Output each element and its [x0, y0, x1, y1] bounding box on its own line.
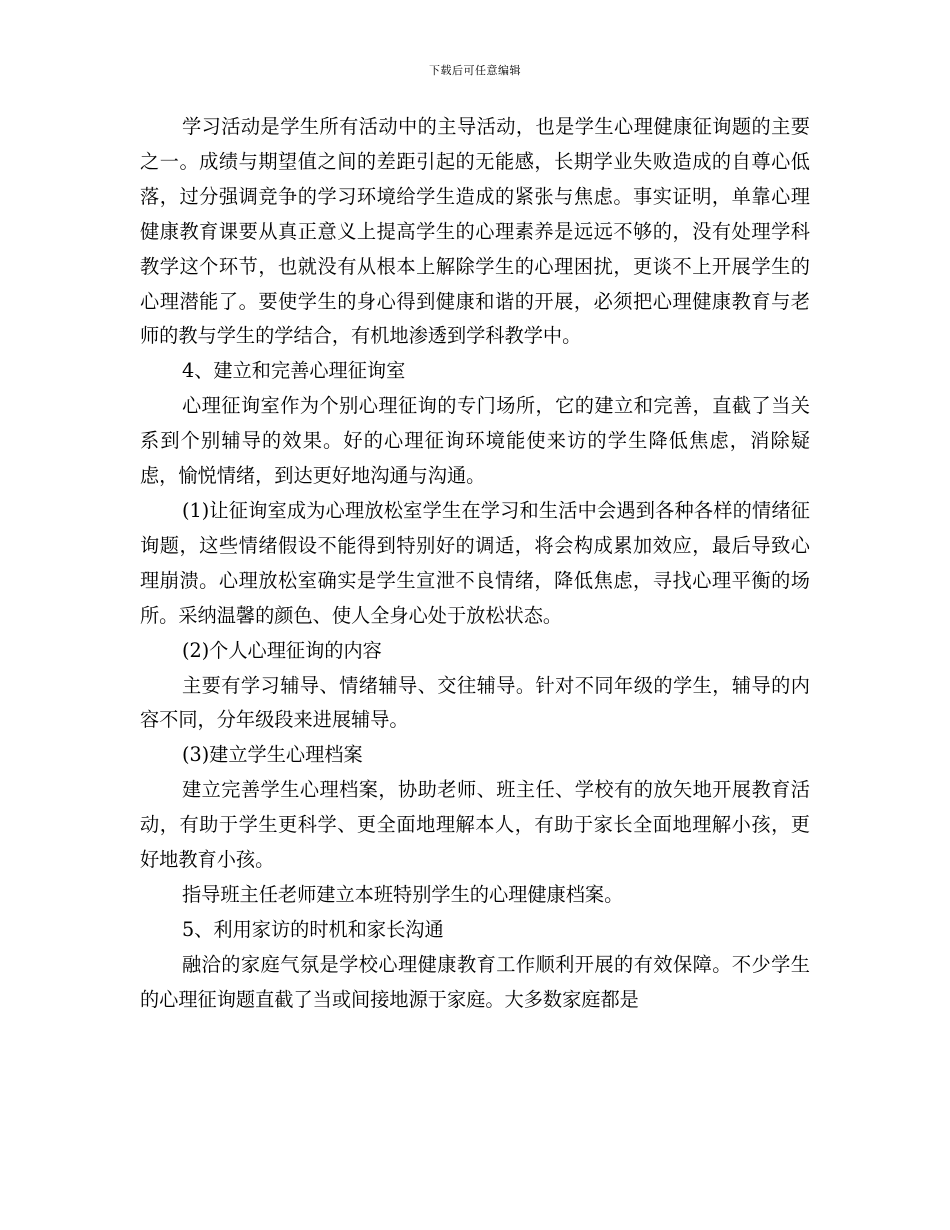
- paragraph-2: 心理征询室作为个别心理征询的专门场所，它的建立和完善，直截了当关系到个别辅导的效果。好的心理征询环境能使来访的学生降低焦虑，消除疑虑，愉悦情绪，到达更好地沟通与沟通。: [140, 394, 810, 488]
- paragraph-3: (1)让征询室成为心理放松室学生在学习和生活中会遇到各种各样的情绪征询题，这些情绪假设不能得到特别好的调适，将会构成累加效应，最后导致心理崩溃。心理放松室确实是学生宣泄不良情绪，降低焦虑，寻找心理平衡的场所。采纳温馨的颜色、使人全身心处于放松状态。: [140, 498, 810, 627]
- paragraph-7: 融洽的家庭气氛是学校心理健康教育工作顺利开展的有效保障。不少学生的心理征询题直截了当或间接地源于家庭。大多数家庭都是: [140, 952, 810, 1011]
- subheading-2: (2)个人心理征询的内容: [182, 638, 382, 662]
- paragraph-5: 建立完善学生心理档案，协助老师、班主任、学校有的放矢地开展教育活动，有助于学生更科学、更全面地理解本人，有助于家长全面地理解小孩，更好地教育小孩。: [140, 778, 810, 872]
- section-heading-5: 5、利用家访的时机和家长沟通: [182, 917, 444, 941]
- paragraph-4: 主要有学习辅导、情绪辅导、交往辅导。针对不同年级的学生，辅导的内容不同，分年级段来进展辅导。: [140, 673, 810, 732]
- paragraph-1: 学习活动是学生所有活动中的主导活动，也是学生心理健康征询题的主要之一。成绩与期望值之间的差距引起的无能感，长期学业失败造成的自尊心低落，过分强调竞争的学习环境给学生造成的紧张与焦虑。事实证明，单靠心理健康教育课要从真正意义上提高学生的心理素养是远远不够的，没有处理学科教学这个环节，也就没有从根本上解除学生的心理困扰，更谈不上开展学生的心理潜能了。要使学生的身心得到健康和谐的开展，必须把心理健康教育与老师的教与学生的学结合，有机地渗透到学科教学中。: [140, 115, 810, 348]
- subheading-3: (3)建立学生心理档案: [182, 743, 363, 767]
- section-heading-4: 4、建立和完善心理征询室: [182, 359, 406, 383]
- paragraph-6: 指导班主任老师建立本班特别学生的心理健康档案。: [182, 882, 624, 906]
- document-body: [140, 110, 810, 1018]
- page-header: 下载后可任意编辑: [429, 64, 521, 77]
